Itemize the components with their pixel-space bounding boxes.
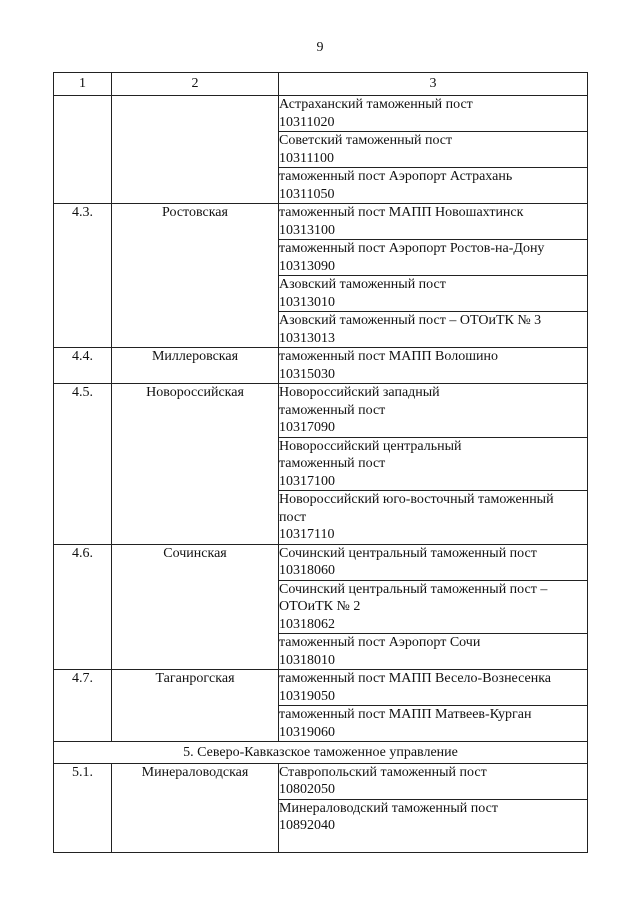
- post-name: Ставропольский таможенный пост: [279, 764, 487, 780]
- post-name: таможенный пост МАПП Весело-Вознесенка: [279, 671, 552, 686]
- customs-post-cell: [279, 240, 588, 276]
- customs-code-cell: 4.7.: [54, 670, 112, 742]
- post-code: 10315030: [279, 366, 335, 382]
- customs-post-cell: [279, 799, 588, 852]
- post-name: таможенный пост МАПП Волошино: [279, 349, 498, 364]
- customs-code-cell: 4.4.: [54, 348, 112, 384]
- post-code: 10802050: [279, 782, 335, 797]
- customs-name-cell: Ростовская: [112, 204, 279, 348]
- table-row: [54, 763, 588, 799]
- post-name: Сочинский центральный таможенный пост – ОТОиТК № 2: [279, 581, 548, 614]
- post-code: 10317100: [279, 473, 335, 489]
- customs-post-cell: [279, 580, 588, 634]
- customs-post-cell: [279, 491, 588, 545]
- post-name: Сочинский центральный таможенный пост: [279, 545, 537, 561]
- customs-name-cell: Сочинская: [112, 544, 279, 670]
- customs-post-cell: [279, 276, 588, 312]
- post-code: 10317090: [279, 420, 335, 435]
- table-body: [54, 96, 588, 853]
- table-row: [54, 96, 588, 132]
- customs-post-cell: [279, 437, 588, 491]
- customs-post-cell: [279, 348, 588, 384]
- customs-post-cell: [279, 634, 588, 670]
- page-number: 9: [316, 40, 324, 55]
- customs-post-cell: [279, 312, 588, 348]
- post-name: Астраханский таможенный пост: [279, 97, 473, 112]
- table-row: [54, 384, 588, 438]
- customs-name-cell: Миллеровская: [112, 348, 279, 384]
- post-code: 10317110: [279, 527, 335, 542]
- customs-post-cell: [279, 96, 588, 132]
- post-code: 10318062: [279, 616, 335, 632]
- table-row: [54, 670, 588, 706]
- customs-code-cell: 4.5.: [54, 384, 112, 545]
- post-name: Минераловодский таможенный пост: [279, 800, 498, 816]
- table-row: [54, 204, 588, 240]
- post-code: 10319060: [279, 724, 335, 740]
- post-name: таможенный пост Аэропорт Астрахань: [279, 169, 513, 184]
- post-name: Новороссийский западный таможенный пост: [279, 385, 440, 418]
- post-code: 10318010: [279, 652, 335, 668]
- post-name: Новороссийский юго-восточный таможенный пост: [279, 492, 554, 525]
- post-name: таможенный пост Аэропорт Сочи: [279, 635, 481, 650]
- table-row: [54, 348, 588, 384]
- customs-post-cell: [279, 544, 588, 580]
- post-name: Азовский таможенный пост – ОТОиТК № 3: [279, 313, 542, 328]
- customs-name-cell: Таганрогская: [112, 670, 279, 742]
- post-name: таможенный пост МАПП Матвеев-Курган: [279, 707, 532, 722]
- post-name: таможенный пост Аэропорт Ростов-на-Дону: [279, 241, 545, 256]
- post-code: 10313100: [279, 222, 335, 238]
- column-header-2: 2: [112, 73, 279, 96]
- customs-post-cell: [279, 168, 588, 204]
- post-code: 10318060: [279, 563, 335, 578]
- customs-post-cell: [279, 132, 588, 168]
- post-code: 10313090: [279, 258, 335, 274]
- customs-code-cell: 5.1.: [54, 763, 112, 852]
- customs-code-cell: 4.3.: [54, 204, 112, 348]
- customs-post-cell: [279, 384, 588, 438]
- post-code: 10311020: [279, 114, 335, 130]
- post-code: 10313013: [279, 330, 335, 346]
- section-row: [54, 742, 588, 764]
- post-name: Новороссийский центральный таможенный пост: [279, 438, 462, 471]
- customs-name-cell: Минераловодская: [112, 763, 279, 852]
- customs-name-cell: Новороссийская: [112, 384, 279, 545]
- table-row: [54, 544, 588, 580]
- customs-post-cell: [279, 670, 588, 706]
- post-name: таможенный пост МАПП Новошахтинск: [279, 205, 524, 220]
- customs-code-cell: [54, 96, 112, 204]
- post-code: 10311100: [279, 150, 334, 166]
- customs-posts-table: [53, 72, 588, 853]
- customs-post-cell: [279, 706, 588, 742]
- post-code: 10892040: [279, 818, 335, 833]
- post-name: Советский таможенный пост: [279, 133, 453, 148]
- column-header-1: 1: [54, 73, 112, 96]
- post-code: 10311050: [279, 186, 335, 202]
- customs-code-cell: 4.6.: [54, 544, 112, 670]
- customs-post-cell: [279, 763, 588, 799]
- section-title: 5. Северо-Кавказское таможенное управление: [54, 742, 588, 764]
- post-code: 10319050: [279, 688, 335, 704]
- post-name: Азовский таможенный пост: [279, 277, 446, 292]
- post-code: 10313010: [279, 294, 335, 310]
- column-header-3: 3: [279, 73, 588, 96]
- customs-post-cell: [279, 204, 588, 240]
- customs-name-cell: [112, 96, 279, 204]
- table-header-row: [54, 73, 588, 96]
